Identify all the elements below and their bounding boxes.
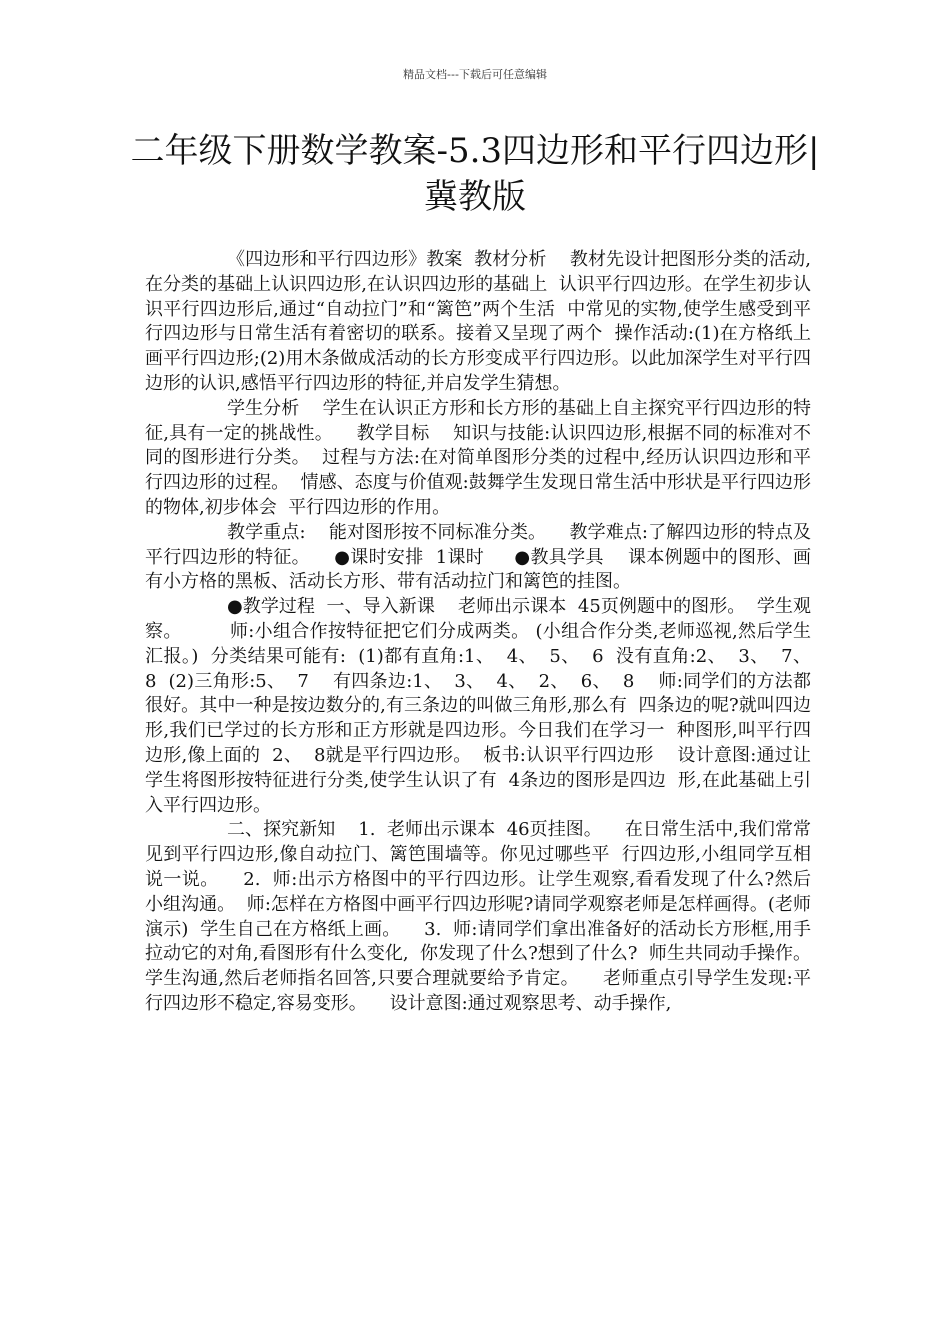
paragraph-key-points: 教学重点: 能对图形按不同标准分类。 教学难点:了解四边形的特点及平行四边形的特征。 ●课时安排 1课时 ●教具学具 课本例题中的图形、画有小方格的黑板、活动长方形、带有活动拉门和篱笆的挂图。 — [145, 521, 811, 593]
paragraph-teaching-process: ●教学过程 一、导入新课 老师出示课本 45页例题中的图形。 学生观察。 师:小组合作按特征把它们分成两类。 (小组合作分类,老师巡视,然后学生汇报。) 分类结果可能有: (1)都有直角:1、 4、 5、 6 没有直角:2、 3、 7、 8 (2)三角形:5、 7 有四条边:1、 3、 4、 2、 6、 8 师:同学们的方法都很好。其中一种是按边数分的,有三条边的叫做三角形,那么有 四条边的呢?就叫四边形,我们已学过的长方形和正方形就是四边形。今日我们在学习一 种图形,叫平行四边形,像上面的 2、 8就是平行四边形。 板书:认识平行四边形 设计意图:通过让学生将图形按特征进行分类,使学生认识了有 4条边的图形是四边 形,在此基础上引入平行四边形。 — [145, 596, 823, 816]
document-body — [145, 248, 834, 1017]
paragraph-student-analysis: 学生分析 学生在认识正方形和长方形的基础上自主探究平行四边形的特征,具有一定的挑战性。 教学目标 知识与技能:认识四边形,根据不同的标准对不同的图形进行分类。 过程与方法:在对简单图形分类的过程中,经历认识四边形和平行四边形的过程。 情感、态度与价值观:鼓舞学生发现日常生活中形状是平行四边形的物体,初步体会 平行四边形的作用。 — [145, 397, 811, 518]
paragraph-textbook-analysis: 《四边形和平行四边形》教案 教材分析 教材先设计把图形分类的活动,在分类的基础上认识四边形,在认识四边形的基础上 认识平行四边形。在学生初步认识平行四边形后,通过“自动拉门”和“篱笆”两个生活 中常见的实物,使学生感受到平行四边形与日常生活有着密切的联系。接着又呈现了两个 操作活动:(1)在方格纸上画平行四边形;(2)用木条做成活动的长方形变成平行四边形。以此加深学生对平行四边形的认识,感悟平行四边形的特征,并启发学生猜想。 — [145, 249, 811, 394]
header-note: 精品文档---下载后可任意编辑 — [403, 68, 547, 81]
document-title: 二年级下册数学教案-5.3四边形和平行四边形|冀教版 — [130, 131, 820, 217]
paragraph-explore-new-knowledge: 二、探究新知 1. 老师出示课本 46页挂图。 在日常生活中,我们常常见到平行四边形,像自动拉门、篱笆围墙等。你见过哪些平 行四边形,小组同学互相说一说。 2. 师:出示方格图中的平行四边形。让学生观察,看看发现了什么?然后小组沟通。 师:怎样在方格图中画平行四边形呢?请同学观察老师是怎样画得。(老师演示) 学生自己在方格纸上画。 3. 师:请同学们拿出准备好的活动长方形框,用手拉动它的对角,看图形有什么变化, 你发现了什么?想到了什么? 师生共同动手操作。 学生沟通,然后老师指名回答,只要合理就要给予肯定。 老师重点引导学生发现:平行四边形不稳定,容易变形。 设计意图:通过观察思考、动手操作, — [145, 819, 834, 1014]
